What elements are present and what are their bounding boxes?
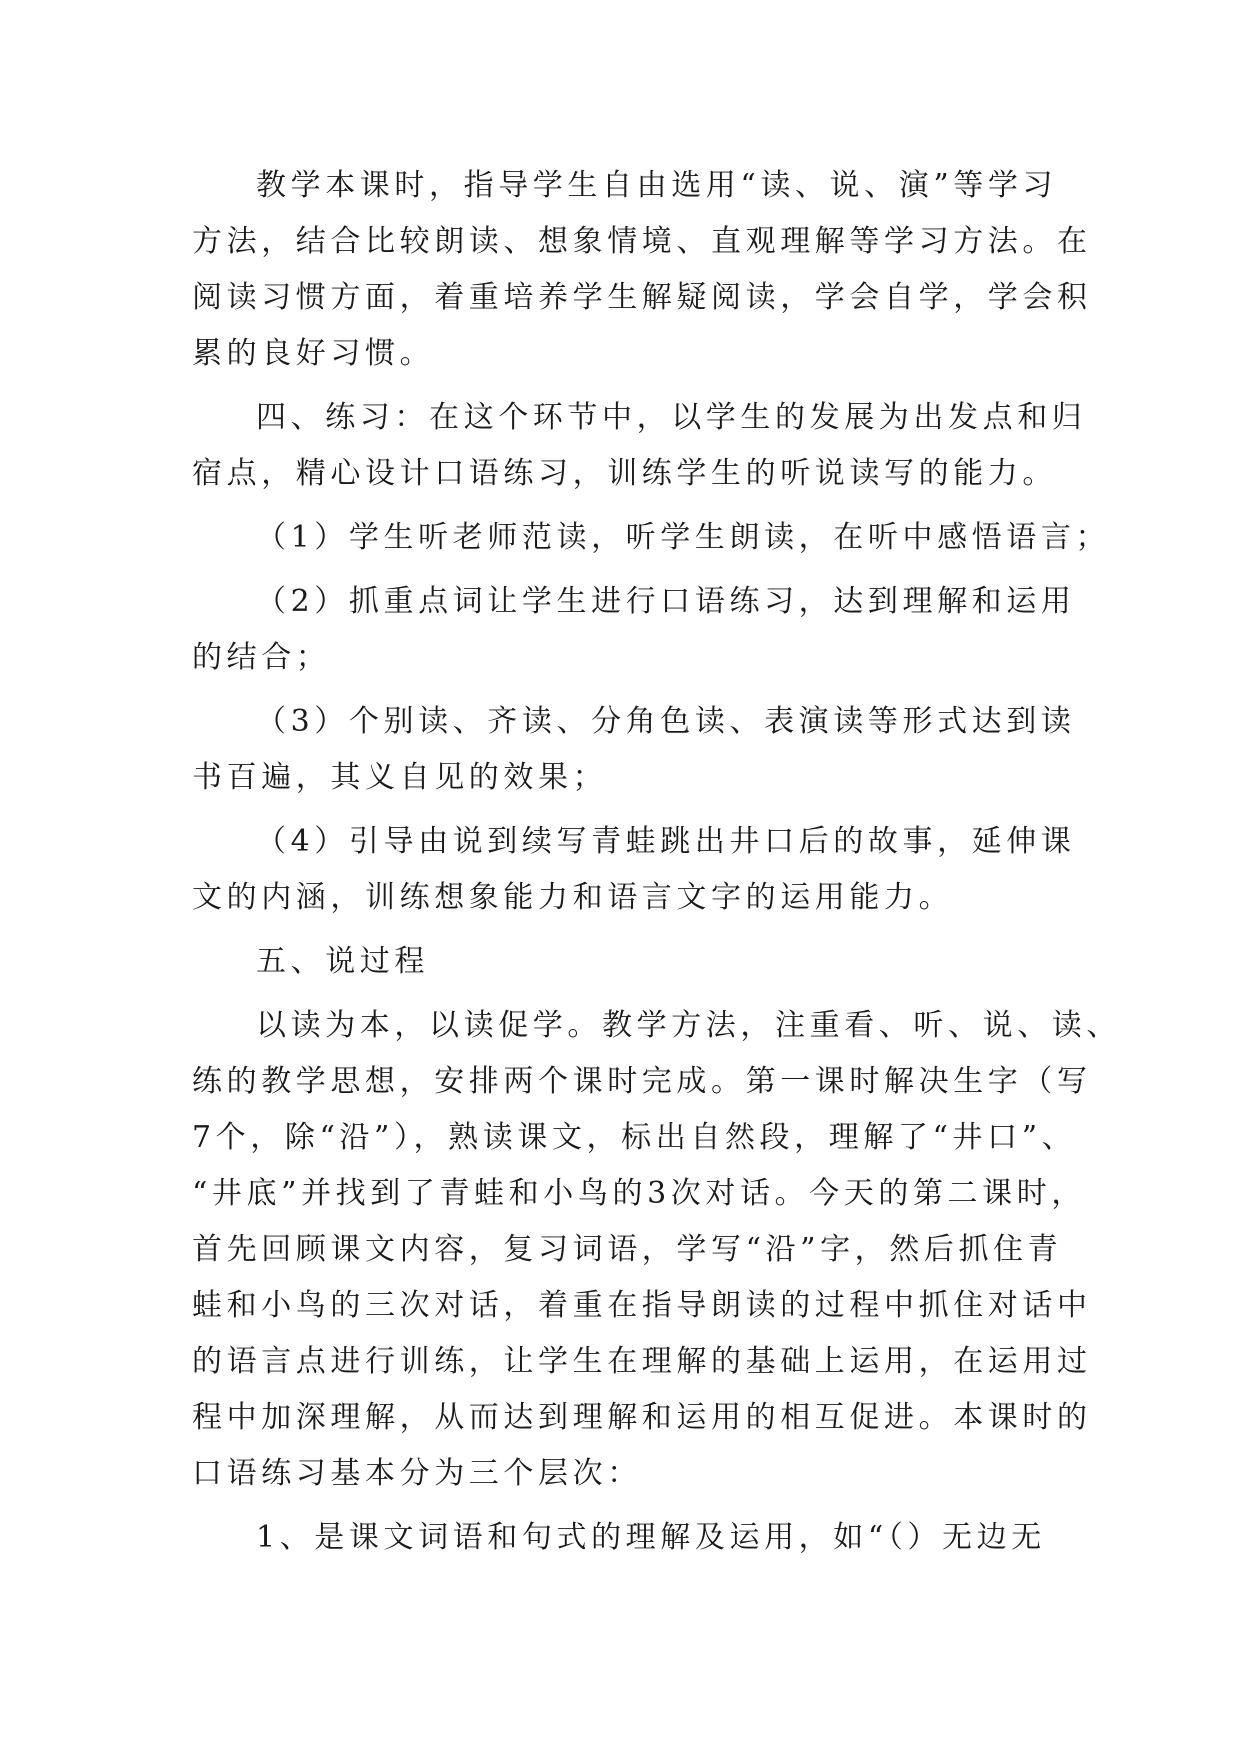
list-item-2 [192, 574, 1076, 686]
text-line: （4）引导由说到续写青蛙跳出井口后的故事，延伸课 [256, 824, 1076, 859]
document-body [192, 158, 1121, 1566]
text-line: 的语言点进行训练，让学生在理解的基础上运用，在运用过 [192, 1344, 1092, 1379]
section-heading-line: 四、练习：在这个环节中，以学生的发展为出发点和归 [256, 400, 1087, 435]
text-line: 的结合； [192, 640, 331, 675]
section-heading-line: 五、说过程 [256, 944, 429, 979]
paragraph-process [192, 998, 1121, 1502]
text-line: （2）抓重点词让学生进行口语练习，达到理解和运用 [256, 584, 1076, 619]
text-line: 文的内涵，训练想象能力和语言文字的运用能力。 [192, 880, 954, 915]
text-line: 蛙和小鸟的三次对话，着重在指导朗读的过程中抓住对话中 [192, 1288, 1092, 1323]
text-line: 程中加深理解，从而达到理解和运用的相互促进。本课时的 [192, 1400, 1092, 1435]
list-item-3 [192, 694, 1076, 806]
paragraph-section-four [192, 390, 1087, 502]
text-line: 口语练习基本分为三个层次： [192, 1456, 642, 1491]
text-line: 教学本课时，指导学生自由选用“读、说、演”等学习 [256, 168, 1058, 203]
text-line: 1、是课文词语和句式的理解及运用，如“（）无边无 [256, 1520, 1046, 1555]
text-line: 阅读习惯方面，着重培养学生解疑阅读，学会自学，学会积 [192, 280, 1092, 315]
text-line: （1）学生听老师范读，听学生朗读，在听中感悟语言； [256, 520, 1111, 555]
text-line: 7个，除“沿”），熟读课文，标出自然段，理解了“井口”、 [192, 1120, 1077, 1155]
text-line: 书百遍，其义自见的效果； [192, 760, 608, 795]
list-item-1 [192, 510, 1111, 566]
text-line: （3）个别读、齐读、分角色读、表演读等形式达到读 [256, 704, 1076, 739]
text-line: 以读为本，以读促学。教学方法，注重看、听、说、读、 [256, 1008, 1121, 1043]
list-item-4 [192, 814, 1076, 926]
text-line: 宿点，精心设计口语练习，训练学生的听说读写的能力。 [192, 456, 1057, 491]
paragraph-section-five [192, 934, 1060, 990]
text-line: 首先回顾课文内容，复习词语，学写“沿”字，然后抓住青 [192, 1232, 1063, 1267]
text-line: 练的教学思想，安排两个课时完成。第一课时解决生字（写 [192, 1064, 1092, 1099]
text-line: 方法，结合比较朗读、想象情境、直观理解等学习方法。在 [192, 224, 1092, 259]
text-line: 累的良好习惯。 [192, 336, 435, 371]
paragraph-teaching-method [192, 158, 1092, 382]
text-line: “井底”并找到了青蛙和小鸟的3次对话。今天的第二课时， [192, 1176, 1086, 1211]
paragraph-level-1 [192, 1510, 1060, 1566]
